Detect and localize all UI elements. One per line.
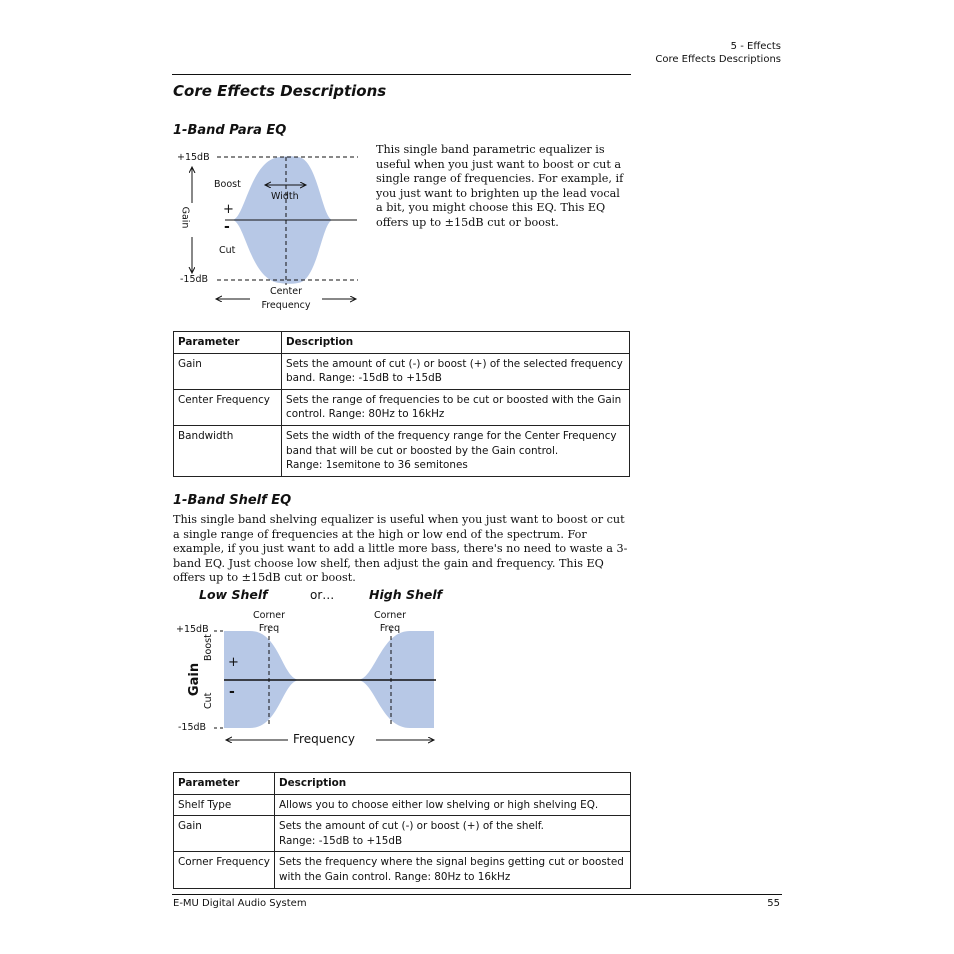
running-header [655,40,781,66]
param-cell: Corner Frequency [174,852,275,888]
minus-sign: - [229,684,235,700]
header-description: Description [282,332,630,354]
desc-cell [282,425,630,476]
table-row [174,425,630,476]
table-header-row [174,332,630,354]
low-shelf-title: Low Shelf [199,587,268,602]
boost-label: Boost [203,634,214,661]
param-cell: Center Frequency [174,389,282,425]
top-db-label: +15dB [177,152,210,163]
plus-sign: + [223,202,234,217]
desc-line: Range: -15dB to +15dB [279,834,403,847]
header-parameter: Parameter [174,773,275,795]
desc-cell: Sets the frequency where the signal begins getting cut or boosted with the Gain control. Range: 80Hz to 16kHz [275,852,631,888]
shelf-eq-diagram [170,585,445,750]
para-eq-heading: 1-Band Para EQ [173,123,287,138]
high-shelf-title: High Shelf [369,587,443,602]
bottom-db-label: -15dB [180,274,209,285]
frequency-label: Frequency [293,732,355,746]
footer-rule [172,894,782,895]
param-cell: Shelf Type [174,794,275,816]
boost-label: Boost [214,179,241,190]
low-corner-label: Corner [253,610,285,621]
para-eq-diagram [170,145,370,317]
header-rule [172,74,631,75]
shelf-eq-table [173,772,631,889]
table-header-row [174,773,631,795]
high-corner-label: Corner [374,610,406,621]
low-freq-label: Freq [258,623,280,634]
page-title: Core Effects Descriptions [173,82,387,100]
cut-label: Cut [203,692,214,709]
shelf-eq-heading: 1-Band Shelf EQ [173,493,292,508]
top-db-label: +15dB [176,624,209,635]
table-row [174,353,630,389]
bottom-db-label: -15dB [178,722,207,733]
minus-sign: - [224,219,230,235]
header-section: Core Effects Descriptions [655,54,781,65]
param-cell: Bandwidth [174,425,282,476]
table-row [174,816,631,852]
para-eq-description: This single band parametric equalizer is useful when you just want to boost or cut a single range of frequencies. For example, if you just want to brighten up the lead vocal a bit, you might choose this EQ. This EQ offers up to ±15dB cut or boost. [376,143,624,229]
header-chapter: 5 - Effects [730,41,781,52]
desc-cell: Sets the amount of cut (-) or boost (+) of the selected frequency band. Range: -15dB to +15dB [282,353,630,389]
page-number: 55 [767,898,780,909]
gain-label: Gain [179,206,191,229]
footer-title: E-MU Digital Audio System [173,898,307,909]
cut-label: Cut [219,245,236,256]
desc-line: Range: 1semitone to 36 semitones [286,459,468,472]
shelf-eq-description: This single band shelving equalizer is useful when you just want to boost or cut a single range of frequencies at the high or low end of the spectrum. For example, if you just want to add a little more bass, there's no need to waste a 3-band EQ. Just choose low shelf, then adjust the gain and frequency. This EQ offers up to ±15dB cut or boost. [173,513,628,585]
width-label: Width [271,191,299,202]
header-description: Description [275,773,631,795]
param-cell: Gain [174,816,275,852]
table-row [174,389,630,425]
para-eq-table [173,331,630,477]
desc-line: Sets the width of the frequency range for the Center Frequency band that will be cut or boosted by the Gain control. [286,429,617,457]
desc-cell: Allows you to choose either low shelving or high shelving EQ. [275,794,631,816]
desc-cell [275,816,631,852]
center-label: Center [270,286,302,297]
header-parameter: Parameter [174,332,282,354]
desc-cell: Sets the range of frequencies to be cut or boosted with the Gain control. Range: 80Hz to 16kHz [282,389,630,425]
table-row [174,794,631,816]
high-freq-label: Freq [379,623,401,634]
table-row [174,852,631,888]
desc-line: Sets the amount of cut (-) or boost (+) of the shelf. [279,820,544,833]
frequency-label: Frequency [261,300,311,311]
param-cell: Gain [174,353,282,389]
or-label: or… [310,588,335,602]
plus-sign: + [228,655,239,670]
gain-label: Gain [187,662,203,697]
